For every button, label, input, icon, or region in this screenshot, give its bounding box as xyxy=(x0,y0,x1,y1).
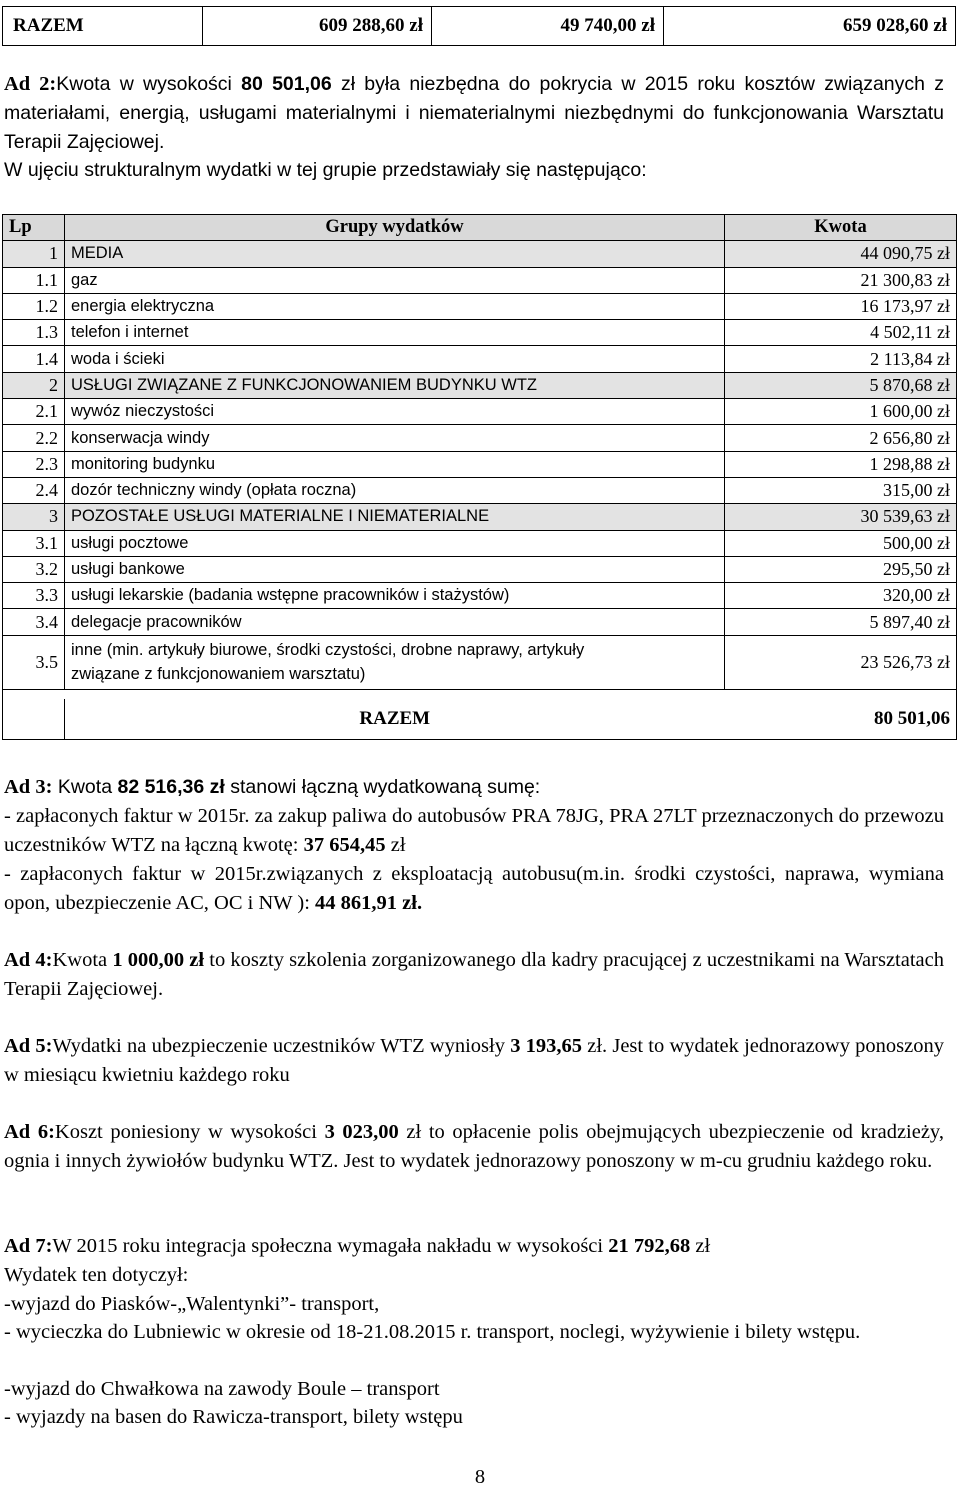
row-amount: 295,50 zł xyxy=(725,556,957,582)
ad3-bullet-2-amount: 44 861,91 zł. xyxy=(315,892,423,914)
total-label: RAZEM xyxy=(65,699,725,739)
table-row xyxy=(3,372,957,398)
ad6-text-2: zł to opłacenie polis obejmujących ubezpieczenie od kradzieży, ognia i innych żywiołów budynku WTZ. Jest to wydatek jednorazowy ponoszony w m-cu grudniu każdego roku. xyxy=(4,1121,944,1172)
expense-table xyxy=(2,214,957,740)
ad3-label: Ad 3: xyxy=(4,776,53,798)
row-lp: 2.3 xyxy=(3,451,65,477)
ad2-text-1: Kwota w wysokości xyxy=(56,73,242,95)
row-name-line-2: związane z funkcjonowaniem warsztatu) xyxy=(71,665,366,684)
row-amount: 23 526,73 zł xyxy=(725,635,957,689)
ad2-intro xyxy=(4,156,944,185)
row-name: USŁUGI ZWIĄZANE Z FUNKCJONOWANIEM BUDYNKU WTZ xyxy=(65,372,725,398)
row-lp: 2.1 xyxy=(3,399,65,425)
summary-label: RAZEM xyxy=(3,7,203,45)
table-row xyxy=(3,267,957,293)
row-lp: 2 xyxy=(3,372,65,398)
row-lp: 1.3 xyxy=(3,320,65,346)
header-name: Grupy wydatków xyxy=(65,215,725,241)
row-lp: 3.1 xyxy=(3,530,65,556)
summary-row xyxy=(2,6,956,46)
row-name: monitoring budynku xyxy=(65,451,725,477)
row-lp: 2.2 xyxy=(3,425,65,451)
ad4-text-1: Kwota xyxy=(52,949,113,971)
ad4-amount: 1 000,00 zł xyxy=(112,949,205,971)
row-amount: 5 870,68 zł xyxy=(725,372,957,398)
row-amount: 16 173,97 zł xyxy=(725,293,957,319)
header-amount: Kwota xyxy=(725,215,957,241)
row-lp: 3.5 xyxy=(3,635,65,689)
row-lp: 3.3 xyxy=(3,583,65,609)
row-name: energia elektryczna xyxy=(65,293,725,319)
ad7-text-1: W 2015 roku integracja społeczna wymagała nakładu w wysokości xyxy=(52,1235,609,1257)
ad4-label: Ad 4: xyxy=(4,949,53,971)
ad7-line-5: -wyjazd do Chwałkowa na zawody Boule – transport xyxy=(4,1378,440,1400)
table-row xyxy=(3,425,957,451)
ad2-label: Ad 2: xyxy=(4,73,57,95)
ad3-amount: 82 516,36 zł xyxy=(117,776,225,798)
ad7-line-2: Wydatek ten dotyczył: xyxy=(4,1264,189,1286)
row-amount: 1 298,88 zł xyxy=(725,451,957,477)
ad5-text-1: Wydatki na ubezpieczenie uczestników WTZ wyniosły xyxy=(52,1035,511,1057)
ad3-bullet-1-text: - zapłaconych faktur w 2015r. za zakup paliwa do autobusów PRA 78JG, PRA 27LT przeznaczonych do przewozu uczestników WTZ na łączną kwotę: xyxy=(4,805,944,856)
row-amount: 30 539,63 zł xyxy=(725,504,957,530)
row-amount: 1 600,00 zł xyxy=(725,399,957,425)
summary-value-2: 49 740,00 zł xyxy=(432,7,664,45)
table-row xyxy=(3,399,957,425)
row-name: telefon i internet xyxy=(65,320,725,346)
ad3-text-1: Kwota xyxy=(52,776,118,798)
row-lp: 1.2 xyxy=(3,293,65,319)
ad7-heading xyxy=(4,1232,944,1261)
ad5-text-2: zł xyxy=(582,1035,603,1057)
row-name: woda i ścieki xyxy=(65,346,725,372)
ad3-text-2: stanowi łączną wydatkowaną sumę: xyxy=(224,776,541,798)
summary-value-3: 659 028,60 zł xyxy=(843,15,947,36)
ad5-amount: 3 193,65 xyxy=(510,1035,583,1057)
ad3-bullet-1-currency: zł xyxy=(385,834,406,856)
table-row xyxy=(3,451,957,477)
table-row xyxy=(3,320,957,346)
row-name: MEDIA xyxy=(65,241,725,267)
table-row xyxy=(3,609,957,635)
row-name: usługi lekarskie (badania wstępne pracowników i stażystów) xyxy=(65,583,725,609)
ad3-heading xyxy=(4,773,944,802)
row-name: konserwacja windy xyxy=(65,425,725,451)
row-amount: 320,00 zł xyxy=(725,583,957,609)
ad2-intro-text: W ujęciu strukturalnym wydatki w tej grupie przedstawiały się następująco: xyxy=(4,159,647,181)
total-value: 80 501,06 xyxy=(725,699,957,739)
table-total-row xyxy=(3,699,957,739)
table-header-row xyxy=(3,215,957,241)
row-amount: 21 300,83 zł xyxy=(725,267,957,293)
table-row xyxy=(3,477,957,503)
row-amount: 2 656,80 zł xyxy=(725,425,957,451)
row-name: usługi bankowe xyxy=(65,556,725,582)
page-number: 8 xyxy=(474,1466,486,1488)
ad6-paragraph xyxy=(4,1118,944,1176)
table-row xyxy=(3,293,957,319)
table-row xyxy=(3,530,957,556)
table-row xyxy=(3,556,957,582)
ad3-bullet-1-amount: 37 654,45 xyxy=(303,834,386,856)
row-amount: 44 090,75 zł xyxy=(725,241,957,267)
summary-value-1: 609 288,60 zł xyxy=(203,7,432,45)
row-lp: 3 xyxy=(3,504,65,530)
ad5-label: Ad 5: xyxy=(4,1035,53,1057)
ad7-label: Ad 7: xyxy=(4,1235,53,1257)
ad4-paragraph xyxy=(4,946,944,1004)
row-name: delegacje pracowników xyxy=(65,609,725,635)
row-name: usługi pocztowe xyxy=(65,530,725,556)
row-amount: 5 897,40 zł xyxy=(725,609,957,635)
row-amount: 2 113,84 zł xyxy=(725,346,957,372)
row-lp: 3.4 xyxy=(3,609,65,635)
row-lp: 1.4 xyxy=(3,346,65,372)
row-name: gaz xyxy=(65,267,725,293)
ad7-line-6: - wyjazdy na basen do Rawicza-transport, bilety wstępu xyxy=(4,1406,463,1428)
ad2-text-2: zł była niezbędna do pokrycia w 2015 roku kosztów związanych z materiałami, energią, usługami materialnymi i niematerialnymi niezbędnymi do funkcjonowania Warsztatu Terapii Zajęciowej. xyxy=(4,73,944,153)
row-lp: 1 xyxy=(3,241,65,267)
ad6-text-1: Koszt poniesiony w wysokości xyxy=(54,1121,325,1143)
ad7-amount: 21 792,68 xyxy=(608,1235,691,1257)
row-amount: 4 502,11 zł xyxy=(725,320,957,346)
table-row xyxy=(3,346,957,372)
ad2-paragraph xyxy=(4,70,944,157)
row-lp: 1.1 xyxy=(3,267,65,293)
row-name: wywóz nieczystości xyxy=(65,399,725,425)
ad6-label: Ad 6: xyxy=(4,1121,55,1143)
row-name-line-1: inne (min. artykuły biurowe, środki czystości, drobne naprawy, artykuły xyxy=(71,641,585,660)
ad5-text-3: . Jest to wydatek jednorazowy ponoszony w miesiącu kwietniu każdego roku xyxy=(4,1035,944,1086)
row-lp: 2.4 xyxy=(3,477,65,503)
ad3-bullet-1 xyxy=(4,802,944,860)
ad2-amount: 80 501,06 xyxy=(241,73,332,95)
row-name: dozór techniczny windy (opłata roczna) xyxy=(65,477,725,503)
table-row xyxy=(3,635,957,689)
header-lp: Lp xyxy=(3,215,65,241)
table-row xyxy=(3,583,957,609)
ad7-text-2: zł xyxy=(690,1235,711,1257)
ad5-paragraph xyxy=(4,1032,944,1090)
ad7-line-3: -wyjazd do Piasków-„Walentynki”- transport, xyxy=(4,1293,380,1315)
row-amount: 315,00 zł xyxy=(725,477,957,503)
table-row xyxy=(3,241,957,267)
ad6-amount: 3 023,00 xyxy=(324,1121,399,1143)
ad7-line-4: - wycieczka do Lubniewic w okresie od 18-21.08.2015 r. transport, noclegi, wyżywienie i bilety wstępu. xyxy=(4,1321,861,1343)
ad3-bullet-2-text: - zapłaconych faktur w 2015r.związanych z eksploatacją autobusu(m.in. środki czystości, naprawa, wymiana opon, ubezpieczenie AC, OC i NW ): xyxy=(4,863,944,914)
table-row xyxy=(3,504,957,530)
row-amount: 500,00 zł xyxy=(725,530,957,556)
row-lp: 3.2 xyxy=(3,556,65,582)
ad4-text-2: to koszty szkolenia zorganizowanego dla kadry pracującej z uczestnikami na Warsztatach Terapii Zajęciowej. xyxy=(4,949,944,1000)
row-name: POZOSTAŁE USŁUGI MATERIALNE I NIEMATERIALNE xyxy=(65,504,725,530)
row-name xyxy=(65,635,725,689)
ad3-bullet-2 xyxy=(4,860,944,918)
